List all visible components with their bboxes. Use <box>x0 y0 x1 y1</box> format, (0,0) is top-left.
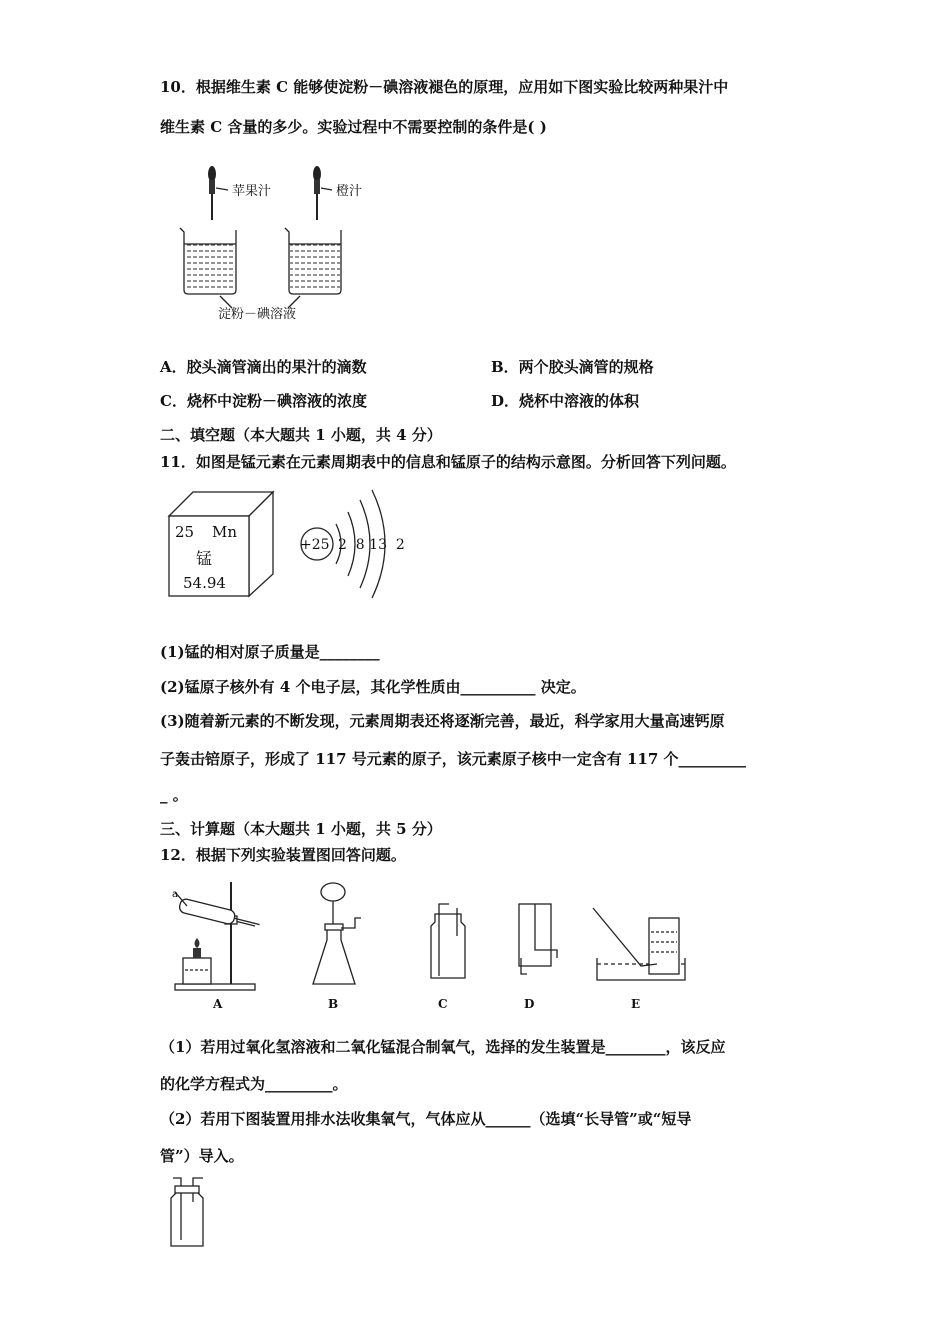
apparatus-d-icon <box>519 904 557 974</box>
element-symbol: Mn <box>212 523 238 541</box>
apparatus-e-icon <box>593 908 685 980</box>
q11-part3-line3: _ 。 <box>160 786 188 804</box>
atom-shell-electrons: 2 8 13 2 <box>338 537 405 553</box>
apparatus-label-d: D <box>524 997 535 1011</box>
element-number: 25 <box>175 523 195 541</box>
q12-stem: 12．根据下列实验装置图回答问题。 <box>160 846 406 864</box>
apparatus-label-c: C <box>438 997 448 1011</box>
beaker-left-icon <box>180 228 236 294</box>
q11-part3-line1: (3)随着新元素的不断发现，元素周期表还将逐渐完善，最近，科学家用大量高速钙原 <box>160 712 725 730</box>
atom-nucleus-charge: +25 <box>300 537 330 553</box>
beaker-right-icon <box>285 228 341 294</box>
q10-option-d: D．烧杯中溶液的体积 <box>491 392 640 410</box>
q10-stem-line1: 10．根据维生素 C 能够使淀粉－碘溶液褪色的原理，应用如下图实验比较两种果汁中 <box>160 78 729 96</box>
element-name: 锰 <box>196 549 213 568</box>
dropper-apple-icon <box>208 166 216 220</box>
q10-option-c: C．烧杯中淀粉－碘溶液的浓度 <box>160 392 367 410</box>
dropper-orange-icon <box>313 166 321 220</box>
apparatus-marker-a: a <box>172 889 178 900</box>
q11-stem: 11．如图是锰元素在元素周期表中的信息和锰原子的结构示意图。分析回答下列问题。 <box>160 453 736 471</box>
q11-part1: (1)锰的相对原子质量是________ <box>160 643 380 661</box>
q11-part2: (2)锰原子核外有 4 个电子层，其化学性质由__________ 决定。 <box>160 678 586 696</box>
q11-part3-line2: 子轰击锫原子，形成了 117 号元素的原子，该元素原子核中一定含有 117 个_________ <box>160 750 747 768</box>
q12-part2-line2: 管”）导入。 <box>160 1147 244 1165</box>
apparatus-b-icon <box>313 883 361 984</box>
label-starch-iodine: 淀粉－碘溶液 <box>218 307 297 322</box>
element-mass: 54.94 <box>183 574 226 592</box>
q10-option-b: B．两个胶头滴管的规格 <box>491 358 654 376</box>
q12-part1-line2: 的化学方程式为_________。 <box>160 1075 348 1093</box>
label-apple-juice: 苹果汁 <box>232 184 272 199</box>
apparatus-label-e: E <box>631 997 641 1011</box>
q10-option-a: A．胶头滴管滴出的果汁的滴数 <box>160 358 367 376</box>
apparatus-c-icon <box>431 904 465 978</box>
section2-heading: 二、填空题（本大题共 1 小题，共 4 分） <box>160 426 442 444</box>
apparatus-label-a: A <box>213 997 223 1011</box>
q12-part2-line1: （2）若用下图装置用排水法收集氧气，气体应从______（选填“长导管”或“短导 <box>160 1110 692 1128</box>
apparatus-label-b: B <box>328 997 339 1011</box>
section3-heading: 三、计算题（本大题共 1 小题，共 5 分） <box>160 820 442 838</box>
label-orange-juice: 橙汁 <box>336 184 363 199</box>
q10-stem-line2: 维生素 C 含量的多少。实验过程中不需要控制的条件是( ) <box>160 118 547 136</box>
q12-part1-line1: （1）若用过氧化氢溶液和二氧化锰混合制氧气，选择的发生装置是________，该反应 <box>160 1038 726 1056</box>
apparatus-a-icon <box>175 882 261 990</box>
collection-bottle-figure <box>163 1176 213 1251</box>
apparatus-figure <box>165 878 705 1013</box>
